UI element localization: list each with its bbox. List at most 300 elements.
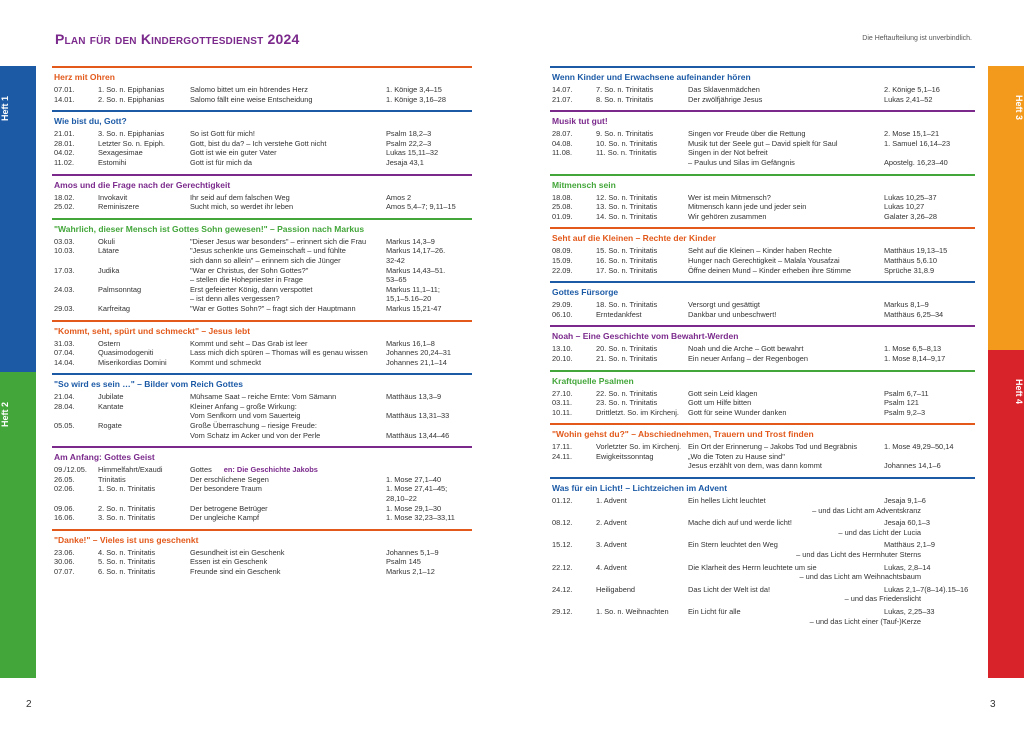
row-sunday (98, 431, 190, 441)
row-sunday: 21. So. n. Trinitatis (596, 353, 658, 363)
row-sunday: 1. So. n. Epiphanias (98, 85, 165, 94)
row-subline: – und das Friedenslicht (844, 594, 921, 604)
row-theme: Versorgt und gesättigt (688, 300, 760, 310)
row-theme: Kommt und seht – Das Grab ist leer (190, 338, 308, 348)
row-sunday: Miserikordias Domini (98, 357, 167, 367)
row-date: 18.08. (552, 192, 573, 202)
row-theme: Wer ist mein Mitmensch? (688, 192, 771, 202)
row-sunday: Judika (98, 265, 120, 275)
section-right-7 (550, 423, 975, 475)
row-reference: Matthäus 19,13–15 (884, 246, 948, 256)
row-reference: 1. Mose 27,41–45; (386, 484, 448, 494)
tab-heft-1[interactable] (0, 66, 36, 372)
row-reference: Markus 11,1–11; (386, 284, 440, 294)
row-reference: Markus 14,3–9 (386, 236, 435, 246)
row-subline: – und das Licht der Lucia (838, 527, 921, 537)
row-reference: 1. Mose 32,23–33,11 (386, 513, 455, 523)
row-date: 28.01. (54, 138, 75, 148)
row-reference: Sprüche 31,8.9 (884, 265, 935, 275)
section-right-5 (550, 325, 975, 367)
page-number-right: 3 (990, 699, 996, 710)
row-theme: Lass mich dich spüren – Thomas will es genau wissen (190, 348, 368, 358)
row-sunday: 7. So. n. Trinitatis (596, 85, 654, 94)
row-sunday: 10. So. n. Trinitatis (596, 138, 658, 148)
row-reference: 2. Mose 15,1–21 (884, 129, 940, 139)
schedule-row (54, 148, 470, 158)
schedule-row (552, 300, 973, 310)
row-theme: Das Sklavenmädchen (688, 85, 760, 94)
row-sunday (98, 275, 190, 285)
row-date: 28.07. (552, 129, 573, 139)
section-right-0 (550, 66, 975, 108)
section-left-4 (52, 320, 472, 372)
row-theme: Ein neuer Anfang – der Regenbogen (688, 353, 808, 363)
row-theme: "War er Gottes Sohn?" – fragt sich der Hauptmann (190, 303, 356, 313)
section-right-6 (550, 370, 975, 422)
row-date: 06.10. (552, 309, 573, 319)
row-sunday: Kantate (98, 401, 124, 411)
row-sunday: 1. So. n. Trinitatis (98, 484, 156, 494)
row-sunday: 6. So. n. Trinitatis (98, 567, 156, 576)
section-title: Amos und die Frage nach der Gerechtigkeit (54, 179, 231, 190)
schedule-row (552, 148, 973, 158)
row-reference: Markus 14,43–51. (386, 265, 446, 275)
row-date: 07.07. (54, 567, 75, 576)
row-reference: Johannes 21,1–14 (386, 357, 447, 367)
row-date: 23.06. (54, 547, 75, 557)
row-sunday: 5. So. n. Trinitatis (98, 557, 156, 567)
row-sunday: Jubilate (98, 392, 124, 402)
row-sunday: 14. So. n. Trinitatis (596, 211, 658, 221)
section-title: Noah – Eine Geschichte vom Bewahrt-Werden (552, 331, 739, 342)
schedule-row (54, 557, 470, 567)
row-sunday: Quasimodogeniti (98, 348, 154, 358)
schedule-row (54, 202, 470, 212)
schedule-row (552, 85, 973, 95)
tab-heft-1-label: Heft 1 (0, 95, 10, 121)
row-date: 04.02. (54, 148, 75, 158)
schedule-row (54, 484, 470, 494)
row-theme: Ein Licht für alle (688, 607, 741, 616)
row-reference: 1. Samuel 16,14–23 (884, 138, 951, 148)
row-reference: 1. Könige 3,16–28 (386, 94, 446, 104)
schedule-row (54, 475, 470, 485)
row-reference: Matthäus 5,6.10 (884, 255, 938, 265)
section-title: "Kommt, seht, spürt und schmeckt" – Jesus lebt (54, 325, 251, 336)
row-reference: 53–65 (386, 275, 407, 285)
row-sunday (596, 158, 688, 168)
row-reference: 1. Mose 49,29–50,14 (884, 442, 954, 452)
section-advent (550, 477, 975, 630)
row-date: 01.12. (552, 496, 573, 506)
row-theme: Salomo bittet um ein hörendes Herz (190, 85, 308, 94)
row-theme: Singen in der Not befreit (688, 148, 768, 158)
row-theme: Der besondere Traum (190, 484, 262, 494)
row-date: 31.03. (54, 338, 75, 348)
row-theme: – stellen die Hohepriester in Frage (190, 275, 303, 285)
row-date: 16.06. (54, 513, 75, 523)
schedule-row (54, 392, 470, 402)
row-theme: Ein Stern leuchtet den Weg (688, 540, 778, 550)
row-theme: Kommt und schmeckt (190, 357, 262, 367)
row-reference: Markus 15,21-47 (386, 303, 442, 313)
row-reference: 1. Mose 8,14–9,17 (884, 353, 946, 363)
row-theme: „Wo die Toten zu Hause sind" (688, 451, 785, 461)
row-reference: Lukas 10,27 (884, 202, 925, 212)
schedule-row (54, 402, 470, 412)
schedule-row (54, 348, 470, 358)
page-number-left: 2 (26, 699, 32, 710)
row-reference: 1. Mose 6,5–8,13 (884, 344, 942, 354)
row-theme: Gott ist für mich da (190, 157, 253, 167)
row-date (54, 294, 98, 304)
section-right-2 (550, 174, 975, 226)
row-theme: – Paulus und Silas im Gefängnis (688, 157, 795, 167)
row-sunday (596, 461, 688, 471)
section-title: Seht auf die Kleinen – Rechte der Kinder (552, 233, 716, 244)
row-date: 30.06. (54, 557, 75, 567)
row-sunday: 2. So. n. Trinitatis (98, 503, 156, 513)
schedule-row (54, 494, 470, 504)
schedule-row (552, 354, 973, 364)
schedule-row (552, 344, 973, 354)
section-title: Kraftquelle Psalmen (552, 375, 634, 386)
row-sunday: Drittletzt. So. im Kirchenj. (596, 407, 679, 417)
row-theme: Mitmensch kann jede und jeder sein (688, 202, 807, 212)
row-reference: 15,1–5.16–20 (386, 294, 432, 304)
row-theme: sich dann so allein" – erinnern sich die Jünger (190, 255, 341, 265)
row-theme: Gott ist wie ein guter Vater (190, 148, 277, 158)
schedule-row (552, 95, 973, 105)
row-theme: Musik tut der Seele gut – David spielt für Saul (688, 138, 838, 148)
schedule-row (552, 246, 973, 256)
schedule-row (552, 266, 973, 276)
row-date: 04.08. (552, 138, 573, 148)
row-reference: Psalm 22,2–3 (386, 138, 432, 148)
row-date: 24.03. (54, 284, 75, 294)
row-sunday: Estomihi (98, 157, 127, 167)
schedule-row (552, 389, 973, 399)
row-reference: Amos 2 (386, 192, 412, 202)
row-theme: Singen vor Freude über die Rettung (688, 129, 806, 139)
schedule-row (552, 563, 973, 573)
right-schedule-column (550, 66, 975, 630)
row-date (552, 158, 596, 168)
schedule-row (552, 129, 973, 139)
schedule-row (54, 513, 470, 523)
row-date: 21.07. (552, 94, 573, 104)
section-right-1 (550, 110, 975, 171)
row-subline: – und das Licht am Weihnachtsbaum (799, 572, 921, 582)
row-theme: "Jesus schenkte uns Gemeinschaft – und fühlte (190, 246, 346, 256)
row-date: 02.06. (54, 484, 75, 494)
row-reference (884, 148, 973, 158)
section-right-3 (550, 227, 975, 279)
row-date: 11.08. (552, 148, 572, 158)
row-date: 10.11. (552, 407, 572, 417)
row-reference: 2. Könige 5,1–16 (884, 85, 940, 94)
row-date: 09./12.05. (54, 465, 87, 475)
schedule-row (54, 85, 470, 95)
schedule-row (54, 431, 470, 441)
row-sunday: 4. Advent (596, 562, 627, 572)
row-date: 14.04. (54, 357, 75, 367)
row-sunday: Reminiszere (98, 202, 140, 212)
row-date: 11.02. (54, 157, 74, 167)
schedule-row (54, 548, 470, 558)
row-date: 07.04. (54, 348, 75, 358)
section-left-3 (52, 218, 472, 318)
schedule-row (552, 540, 973, 550)
disclaimer-note: Die Heftaufteilung ist unverbindlich. (862, 35, 972, 42)
row-theme: Die Klarheit des Herrn leuchtete um sie (688, 562, 817, 572)
row-reference: Matthäus 6,25–34 (884, 309, 944, 319)
row-reference: Markus 8,1–9 (884, 300, 929, 310)
row-date: 13.10. (552, 344, 573, 354)
row-theme: Der zwölfjährige Jesus (688, 94, 763, 104)
row-reference: Johannes 14,1–6 (884, 461, 941, 471)
row-sunday: Karfreitag (98, 303, 131, 313)
row-sunday: Trinitatis (98, 474, 126, 484)
row-reference (884, 452, 973, 462)
row-date: 09.06. (54, 503, 75, 513)
row-sunday: 3. So. n. Trinitatis (98, 513, 156, 523)
row-theme: Erst gefeierter König, dann verspottet (190, 284, 313, 294)
row-theme: Jesus erzählt von dem, was dann kommt (688, 461, 822, 471)
row-reference: Lukas, 2,8–14 (884, 562, 931, 572)
row-sunday: 18. So. n. Trinitatis (596, 300, 658, 310)
tab-heft-2-label: Heft 2 (0, 401, 10, 427)
row-sunday: 15. So. n. Trinitatis (596, 246, 658, 256)
row-date: 15.12. (552, 540, 573, 550)
row-date: 25.08. (552, 202, 573, 212)
left-schedule-column (52, 66, 472, 583)
row-date: 05.05. (54, 421, 75, 431)
schedule-row (54, 275, 470, 285)
row-theme: Gesundheit ist ein Geschenk (190, 547, 285, 557)
row-date: 21.04. (54, 392, 75, 402)
row-reference: Matthäus 13,3–9 (386, 392, 442, 402)
row-reference: Matthäus 2,1–9 (884, 540, 935, 550)
row-subline: – und das Licht einer (Tauf-)Kerze (809, 616, 921, 626)
schedule-row (552, 398, 973, 408)
row-theme: Essen ist ein Geschenk (190, 557, 268, 567)
tab-heft-4-label: Heft 4 (1014, 379, 1024, 405)
section-title: Wenn Kinder und Erwachsene aufeinander hören (552, 72, 751, 82)
row-theme: Dankbar und unbeschwert! (688, 309, 777, 319)
tab-heft-2[interactable] (0, 372, 36, 678)
row-reference: Markus 2,1–12 (386, 567, 435, 576)
row-theme: Vom Schatz im Acker und von der Perle (190, 430, 321, 440)
row-theme: Freunde sind ein Geschenk (190, 567, 281, 576)
row-date (54, 431, 98, 441)
schedule-row (54, 237, 470, 247)
row-reference: Jesaja 9,1–6 (884, 496, 926, 506)
row-theme: – ist denn alles vergessen? (190, 294, 280, 304)
row-date: 24.12. (552, 584, 573, 594)
schedule-row (552, 202, 973, 212)
row-reference: Amos 5,4–7; 9,11–15 (386, 202, 456, 212)
row-date: 01.09. (552, 211, 573, 221)
schedule-row (552, 585, 973, 595)
row-theme: Salomo fällt eine weise Entscheidung (190, 94, 313, 104)
row-reference: Matthäus 13,44–46 (386, 430, 450, 440)
row-subline: – und das Licht am Adventskranz (812, 505, 921, 515)
row-theme: Ein Ort der Erinnerung – Jakobs Tod und Begräbnis (688, 442, 858, 452)
jakob-subtitle: en: Die Geschichte Jakobs (223, 465, 318, 475)
row-sunday: Letzter So. n. Epiph. (98, 138, 165, 148)
row-theme: Gott für seine Wunder danken (688, 407, 787, 417)
row-reference: 32-42 (386, 255, 405, 265)
row-date: 26.05. (54, 474, 75, 484)
row-sunday: 23. So. n. Trinitatis (596, 398, 658, 408)
row-theme: "War er Christus, der Sohn Gottes?" (190, 265, 309, 275)
tab-heft-3-label: Heft 3 (1014, 95, 1024, 121)
tab-heft-4[interactable] (988, 350, 1024, 678)
row-theme: Wir gehören zusammen (688, 211, 767, 221)
row-date: 07.01. (54, 85, 75, 94)
row-subline: – und das Licht des Herrnhuter Sterns (796, 550, 921, 560)
row-theme: Der ungleiche Kampf (190, 513, 260, 523)
row-date: 28.04. (54, 401, 75, 411)
row-theme (190, 494, 386, 504)
row-reference: Lukas 10,25–37 (884, 192, 937, 202)
row-sunday: Ewigkeitssonntag (596, 451, 654, 461)
section-title: "So wird es sein …" – Bilder vom Reich Gottes (54, 379, 243, 390)
row-reference: Psalm 145 (386, 557, 421, 567)
row-theme: Sucht mich, so werdet ihr leben (190, 202, 294, 212)
row-date: 10.03. (54, 246, 75, 256)
section-left-5 (52, 373, 472, 444)
row-theme: Große Überraschung – riesige Freude: (190, 421, 317, 431)
row-reference: Markus 16,1–8 (386, 338, 435, 348)
schedule-row (54, 158, 470, 168)
row-sunday (98, 294, 190, 304)
row-reference: Psalm 18,2–3 (386, 129, 432, 139)
row-theme: So ist Gott für mich! (190, 129, 255, 139)
row-theme: Der betrogene Betrüger (190, 503, 268, 513)
row-sunday: Sexagesimae (98, 148, 143, 158)
row-date: 29.03. (54, 303, 75, 313)
schedule-row (552, 158, 973, 168)
schedule-row (552, 310, 973, 320)
row-reference: Matthäus 13,31–33 (386, 411, 450, 421)
row-reference: 28,10–22 (386, 494, 417, 504)
row-reference: Psalm 6,7–11 (884, 388, 929, 398)
section-left-2 (52, 174, 472, 216)
row-date: 29.12. (552, 607, 573, 616)
section-title: Am Anfang: Gottes Geist (54, 452, 155, 463)
row-sunday: Himmelfahrt/Exaudi (98, 465, 163, 475)
row-sunday: 16. So. n. Trinitatis (596, 255, 658, 265)
schedule-row (552, 461, 973, 471)
schedule-row (54, 504, 470, 514)
schedule-row (552, 408, 973, 418)
tab-heft-3[interactable] (988, 66, 1024, 350)
row-date: 14.01. (54, 94, 75, 104)
row-theme: Mühsame Saat – reiche Ernte: Vom Sämann (190, 392, 337, 402)
section-left-0 (52, 66, 472, 108)
section-left-1 (52, 110, 472, 171)
row-reference: 1. Mose 27,1–40 (386, 474, 442, 484)
row-sunday: 22. So. n. Trinitatis (596, 388, 658, 398)
schedule-row (552, 518, 973, 528)
section-title: "Danke!" – Vieles ist uns geschenkt (54, 534, 199, 545)
row-reference: Psalm 9,2–3 (884, 407, 926, 417)
row-sunday: Vorletzter So. im Kirchenj. (596, 442, 682, 452)
row-reference: Lukas 2,41–52 (884, 94, 933, 104)
row-date: 25.02. (54, 202, 75, 212)
row-sunday (98, 411, 190, 421)
row-reference: Psalm 121 (884, 398, 919, 408)
row-date: 27.10. (552, 388, 573, 398)
row-theme: Mache dich auf und werde licht! (688, 518, 792, 528)
row-reference: Johannes 5,1–9 (386, 547, 439, 557)
schedule-row (54, 193, 470, 203)
schedule-row (54, 285, 470, 295)
row-sunday (98, 256, 190, 266)
row-theme: Gott, bist du da? – Ich verstehe Gott nicht (190, 138, 327, 148)
section-title: Wie bist du, Gott? (54, 116, 127, 127)
row-sunday: 11. So. n. Trinitatis (596, 148, 657, 158)
schedule-row (54, 294, 470, 304)
row-sunday: 12. So. n. Trinitatis (596, 192, 658, 202)
section-right-4 (550, 281, 975, 323)
row-reference (386, 421, 470, 431)
row-date (54, 411, 98, 421)
row-sunday: 1. Advent (596, 496, 627, 506)
row-theme: Ein helles Licht leuchtet (688, 496, 766, 506)
row-theme: Ihr seid auf dem falschen Weg (190, 192, 290, 202)
schedule-row (54, 95, 470, 105)
row-theme: Gottes en: Die Geschichte Jakobs (190, 465, 318, 475)
row-theme: Gott sein Leid klagen (688, 388, 758, 398)
row-theme: Das Licht der Welt ist da! (688, 584, 771, 594)
section-left-7 (52, 529, 472, 581)
row-sunday: 4. So. n. Trinitatis (98, 547, 156, 557)
row-date: 08.12. (552, 518, 573, 528)
row-theme: Vom Senfkorn und vom Sauerteig (190, 411, 301, 421)
row-sunday: 9. So. n. Trinitatis (596, 129, 654, 139)
row-date: 21.01. (54, 129, 75, 139)
schedule-row (552, 496, 973, 506)
row-date: 18.02. (54, 192, 75, 202)
row-reference: Jesaja 60,1–3 (884, 518, 931, 528)
row-sunday: Lätare (98, 246, 119, 256)
row-reference: Johannes 20,24–31 (386, 348, 451, 358)
row-sunday: 3. So. n. Epiphanias (98, 129, 165, 139)
schedule-row (54, 421, 470, 431)
row-date: 29.09. (552, 300, 573, 310)
row-sunday: Rogate (98, 421, 122, 431)
schedule-row (54, 139, 470, 149)
schedule-row (552, 607, 973, 617)
section-title: "Wahrlich, dieser Mensch ist Gottes Sohn gewesen!" – Passion nach Markus (54, 223, 365, 234)
row-sunday: 13. So. n. Trinitatis (596, 202, 658, 212)
row-sunday: 8. So. n. Trinitatis (596, 94, 654, 104)
schedule-row (54, 266, 470, 276)
row-reference: Apostelg. 16,23–40 (884, 157, 948, 167)
row-reference: Lukas 15,11–32 (386, 148, 439, 158)
row-date: 22.09. (552, 265, 573, 275)
row-date (54, 256, 98, 266)
row-sunday: 2. So. n. Epiphanias (98, 94, 165, 104)
row-reference: Jesaja 43,1 (386, 157, 424, 167)
section-left-6 (52, 446, 472, 527)
row-date: 22.12. (552, 562, 573, 572)
schedule-row (54, 465, 470, 475)
row-reference: Lukas, 2,25–33 (884, 607, 935, 616)
